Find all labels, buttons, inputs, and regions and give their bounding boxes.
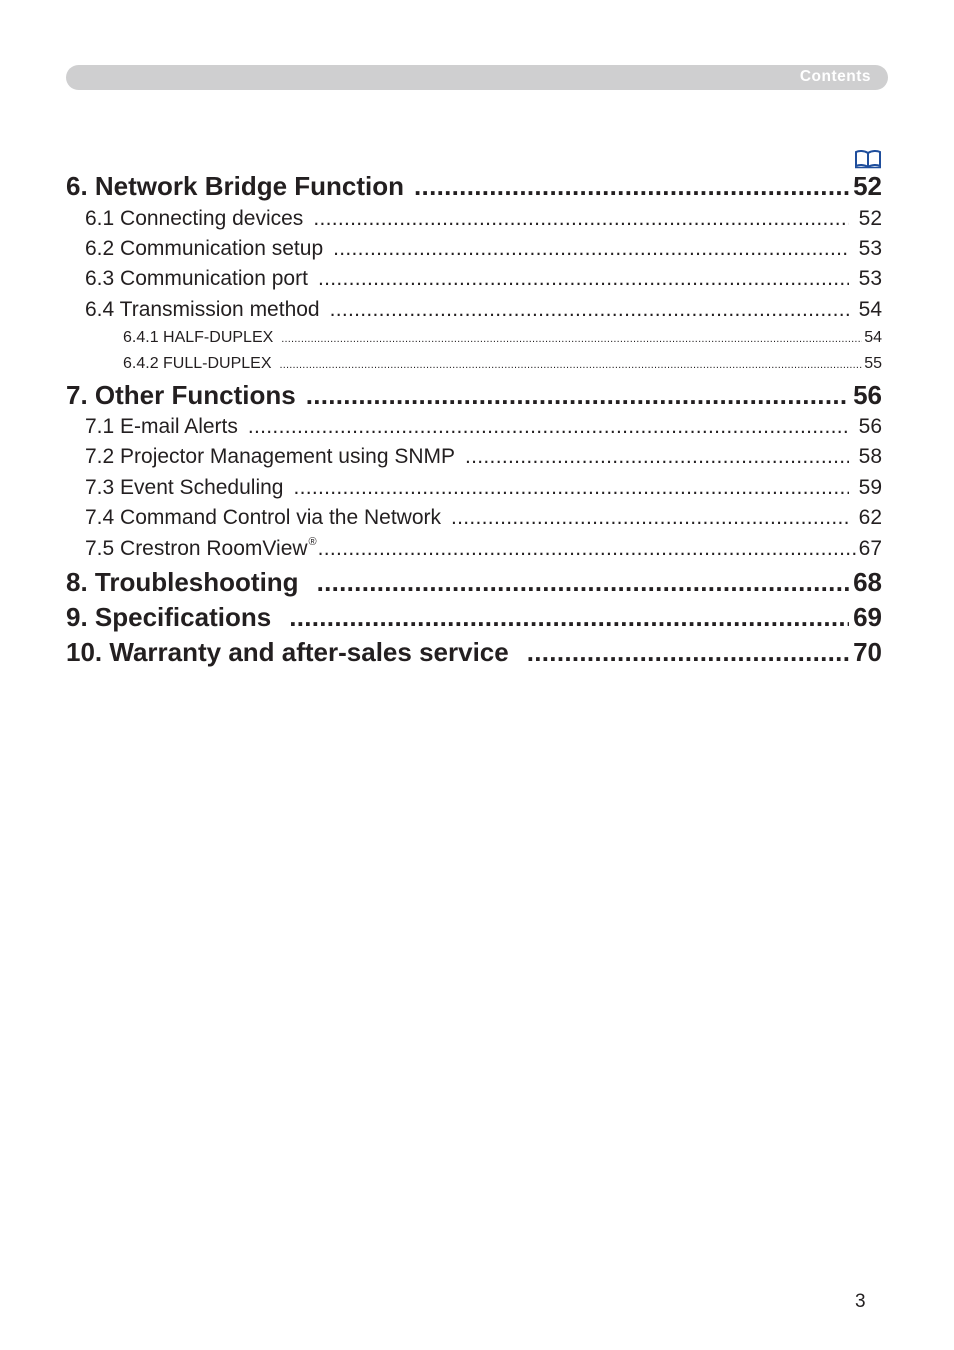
toc-page: 62 [858, 506, 882, 529]
toc-label: 7. Other Functions [66, 380, 296, 410]
toc-entry-7-4[interactable] [85, 506, 882, 532]
toc-entry-8[interactable] [66, 567, 882, 599]
toc-page: 53 [858, 237, 882, 260]
page-number: 3 [855, 1291, 866, 1312]
toc-entry-7-2[interactable] [85, 445, 882, 471]
toc-entry-6-2[interactable] [85, 237, 882, 263]
leader-dots [317, 567, 850, 598]
leader-dots [248, 415, 849, 439]
leader-dots [465, 445, 849, 469]
toc-label: 7.2 Projector Management using SNMP [85, 445, 456, 468]
book-icon [854, 149, 882, 169]
toc-label-wrap [85, 536, 317, 561]
leader-dots [318, 537, 857, 561]
toc-entry-7-1[interactable] [85, 415, 882, 441]
toc-entry-9[interactable] [66, 602, 882, 634]
leader-dots [414, 171, 849, 202]
toc-label: 6.4 Transmission method [85, 298, 320, 321]
leader-dots [333, 237, 849, 261]
toc-page: 52 [853, 171, 882, 201]
toc-entry-6-1[interactable] [85, 207, 882, 233]
toc-label: 7.5 Crestron RoomView [85, 537, 308, 560]
toc-page: 69 [853, 602, 882, 632]
header-title: Contents [799, 68, 871, 85]
toc-label: 6. Network Bridge Function [66, 171, 405, 201]
leader-dots [293, 476, 848, 500]
toc-page: 55 [864, 355, 882, 372]
toc-page: 53 [858, 267, 882, 290]
leader-dots [313, 207, 848, 231]
toc-label: 10. Warranty and after-sales service [66, 637, 509, 667]
toc-page: 67 [858, 537, 882, 560]
leader-dots [289, 602, 849, 633]
leader-dots [318, 267, 849, 291]
toc-page: 56 [858, 415, 882, 438]
toc-page: 68 [853, 567, 882, 597]
leader-dots [451, 506, 849, 530]
toc-page: 70 [853, 637, 882, 667]
toc-label: 7.1 E-mail Alerts [85, 415, 238, 438]
toc-label: 8. Troubleshooting [66, 567, 299, 597]
toc-entry-7-5[interactable] [85, 536, 882, 564]
toc-entry-6-4-2[interactable] [123, 355, 882, 375]
toc-page: 54 [858, 298, 882, 321]
toc-label: 9. Specifications [66, 602, 272, 632]
toc-label: 6.1 Connecting devices [85, 207, 304, 230]
leader-dots [527, 637, 849, 668]
toc-label: 6.4.2 FULL-DUPLEX [123, 355, 272, 372]
toc-page: 58 [858, 445, 882, 468]
toc-page: 52 [858, 207, 882, 230]
toc-label: 7.3 Event Scheduling [85, 476, 284, 499]
toc-entry-7[interactable] [66, 380, 882, 412]
toc-label: 6.3 Communication port [85, 267, 308, 290]
header-bar [66, 65, 888, 90]
leader-dots [280, 359, 863, 371]
leader-dots [306, 380, 849, 411]
toc-entry-10[interactable] [66, 637, 882, 669]
toc-page: 54 [864, 329, 882, 346]
toc-entry-6-4-1[interactable] [123, 329, 882, 349]
toc-page: 56 [853, 380, 882, 410]
toc-label: 6.4.1 HALF-DUPLEX [123, 329, 274, 346]
toc-page: 59 [858, 476, 882, 499]
toc-label: 7.4 Command Control via the Network [85, 506, 441, 529]
leader-dots [281, 333, 862, 345]
toc-label: 6.2 Communication setup [85, 237, 324, 260]
toc-entry-6-4[interactable] [85, 298, 882, 324]
toc-entry-7-3[interactable] [85, 476, 882, 502]
toc-entry-6-3[interactable] [85, 267, 882, 293]
toc-entry-6[interactable] [66, 171, 882, 203]
leader-dots [330, 298, 849, 322]
registered-mark: ® [308, 536, 317, 548]
